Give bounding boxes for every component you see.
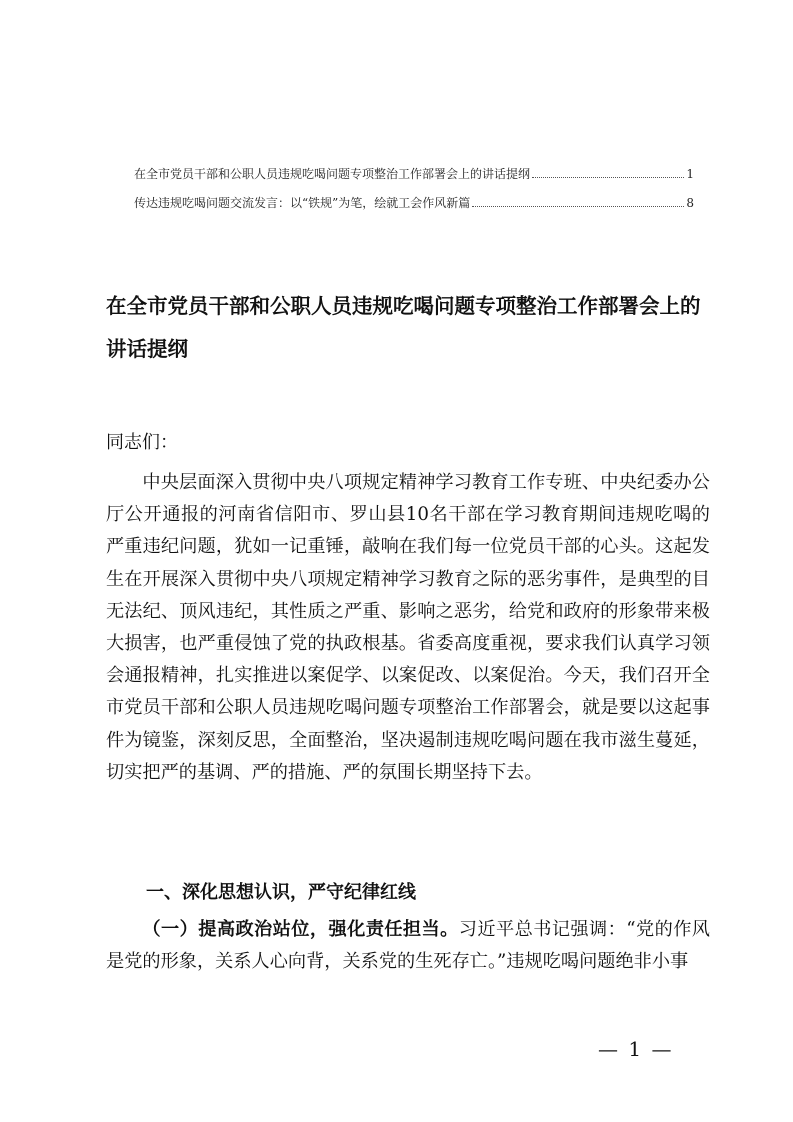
- body-paragraph: 中央层面深入贯彻中央八项规定精神学习教育工作专班、中央纪委办公厅公开通报的河南省信阳市、罗山县10名干部在学习教育期间违规吃喝的严重违纪问题，犹如一记重锤，敲响在我们每一位党员干部的心头。这起发生在开展深入贯彻中央八项规定精神学习教育之际的恶劣事件，是典型的目无法纪、顶风违纪，其性质之严重、影响之恶劣，给党和政府的形象带来极大损害，也严重侵蚀了党的执政根基。省委高度重视，要求我们认真学习领会通报精神，扎实推进以案促学、以案促改、以案促治。今天，我们召开全市党员干部和公职人员违规吃喝问题专项整治工作部署会，就是要以这起事件为镜鉴，深刻反思，全面整治，坚决遏制违规吃喝问题在我市滋生蔓延，切实把严的基调、严的措施、严的氛围长期坚持下去。: [106, 472, 710, 783]
- subsection-heading: （一）提高政治站位，强化责任担当。: [142, 919, 459, 940]
- page-number: — 1 —: [598, 1037, 674, 1061]
- toc-entry[interactable]: [134, 165, 694, 183]
- subsection-paragraph: [106, 914, 710, 978]
- table-of-contents: [134, 165, 694, 223]
- greeting: 同志们：: [106, 432, 178, 453]
- section-heading: 一、深化思想认识，严守纪律红线: [146, 882, 416, 903]
- toc-entry-page: 8: [686, 196, 694, 210]
- document-title: 在全市党员干部和公职人员违规吃喝问题专项整治工作部署会上的讲话提纲: [106, 294, 701, 361]
- toc-leader-dots: [472, 205, 684, 207]
- toc-entry-title: 传达违规吃喝问题交流发言：以“铁规”为笔，绘就工会作风新篇: [134, 196, 471, 210]
- subsection-text: 习近平总书记强调：“党的作风是党的形象，关系人心向背，关系党的生死存亡。”违规吃喝问题绝非小事: [106, 919, 710, 973]
- toc-entry-page: 1: [686, 167, 694, 181]
- toc-leader-dots: [532, 176, 684, 178]
- toc-entry[interactable]: [134, 194, 694, 212]
- toc-entry-title: 在全市党员干部和公职人员违规吃喝问题专项整治工作部署会上的讲话提纲: [134, 167, 531, 181]
